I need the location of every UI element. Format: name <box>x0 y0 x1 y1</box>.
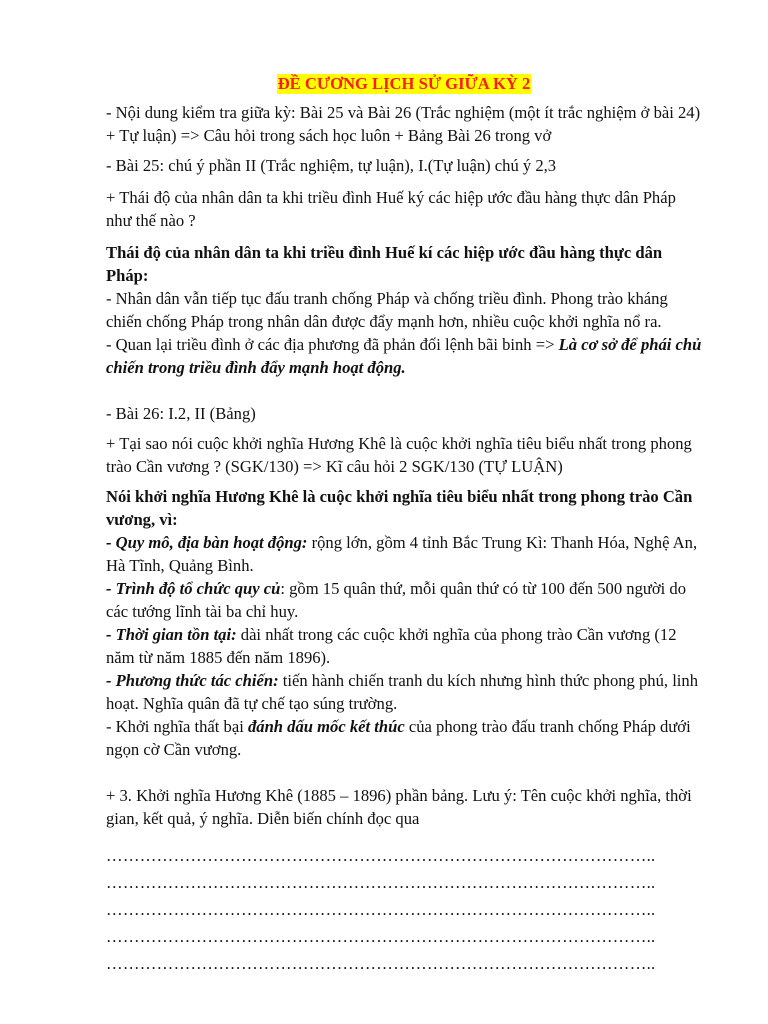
lesson-26-note: - Bài 26: I.2, II (Bảng) <box>106 404 256 423</box>
answer-2-item <box>106 531 702 577</box>
answer-2-item-label: - Thời gian tồn tại: <box>106 625 237 644</box>
answer-2-conclusion-emphasis: đánh dấu mốc kết thúc <box>247 717 405 736</box>
question-3: + 3. Khởi nghĩa Hương Khê (1885 – 1896) phần bảng. Lưu ý: Tên cuộc khởi nghĩa, thời gian, kết quả, ý nghĩa. Diễn biến chính đọc qua <box>106 786 692 828</box>
answer-2-item <box>106 623 702 669</box>
answer-1-heading: Thái độ của nhân dân ta khi triều đình Huế kí các hiệp ước đầu hàng thực dân Pháp: <box>106 243 663 285</box>
title-wrap <box>106 72 702 95</box>
answer-2-item-text: dài nhất trong các cuộc khởi nghĩa của phong trào Cần vương (12 năm từ năm 1885 đến năm 1896). <box>106 625 677 667</box>
answer-2-item-text: tiến hành chiến tranh du kích nhưng hình thức phong phú, linh hoạt. Nghĩa quân đã tự chế tạo súng trường. <box>106 671 699 713</box>
document-title: ĐỀ CƯƠNG LỊCH SỬ GIỮA KỲ 2 <box>277 74 531 93</box>
dotted-answer-line: …………………………………………………………………………………….. <box>106 873 656 892</box>
answer-2-conclusion <box>106 715 702 761</box>
answer-2-heading: Nói khởi nghĩa Hương Khê là cuộc khởi nghĩa tiêu biểu nhất trong phong trào Cần vương, vì: <box>106 487 693 529</box>
answer-2-item <box>106 577 702 623</box>
exam-content-note: - Nội dung kiểm tra giữa kỳ: Bài 25 và Bài 26 (Trắc nghiệm (một ít trắc nghiệm ở bài 24) + Tự luận) => Câu hỏi trong sách học luôn + Bảng Bài 26 trong vở <box>106 103 701 145</box>
dotted-answer-line: …………………………………………………………………………………….. <box>106 846 656 865</box>
answer-1-line-2 <box>106 333 702 379</box>
answer-2-item-text: rộng lớn, gồm 4 tỉnh Bắc Trung Kì: Thanh Hóa, Nghệ An, Hà Tĩnh, Quảng Bình. <box>106 533 698 575</box>
dotted-answer-line: …………………………………………………………………………………….. <box>106 954 656 973</box>
answer-2-item-label: - Quy mô, địa bàn hoạt động: <box>106 533 308 552</box>
answer-1-line-2-emphasis: Là cơ sở để phái chủ chiến trong triều đình đẩy mạnh hoạt động. <box>106 335 702 377</box>
answer-2-conclusion-post: của phong trào đấu tranh chống Pháp dưới ngọn cờ Cần vương. <box>106 717 691 759</box>
answer-1-line-1: - Nhân dân vẫn tiếp tục đấu tranh chống Pháp và chống triều đình. Phong trào kháng chiến chống Pháp trong nhân dân được đẩy mạnh hơn, nhiều cuộc khởi nghĩa nổ ra. <box>106 289 668 331</box>
answer-2-item <box>106 669 702 715</box>
answer-2-item-label: - Phương thức tác chiến: <box>106 671 279 690</box>
dotted-answer-line: …………………………………………………………………………………….. <box>106 900 656 919</box>
answer-blank-lines <box>106 844 702 975</box>
question-2: + Tại sao nói cuộc khởi nghĩa Hương Khê là cuộc khởi nghĩa tiêu biểu nhất trong phong trào Cần vương ? (SGK/130) => Kĩ câu hỏi 2 SGK/130 (TỰ LUẬN) <box>106 434 692 476</box>
answer-1-line-2-text: - Quan lại triều đình ở các địa phương đã phản đối lệnh bãi binh => <box>106 335 559 354</box>
dotted-answer-line: …………………………………………………………………………………….. <box>106 927 656 946</box>
question-1: + Thái độ của nhân dân ta khi triều đình Huế ký các hiệp ước đầu hàng thực dân Pháp như thế nào ? <box>106 188 676 230</box>
answer-2-conclusion-pre: - Khởi nghĩa thất bại <box>106 717 248 736</box>
answer-2-item-label: - Trình độ tổ chức quy củ <box>106 579 281 598</box>
lesson-25-note: - Bài 25: chú ý phần II (Trắc nghiệm, tự luận), I.(Tự luận) chú ý 2,3 <box>106 156 557 175</box>
answer-2-item-text: : gồm 15 quân thứ, mỗi quân thứ có từ 100 đến 500 người do các tướng lĩnh tài ba chỉ huy. <box>106 579 686 621</box>
